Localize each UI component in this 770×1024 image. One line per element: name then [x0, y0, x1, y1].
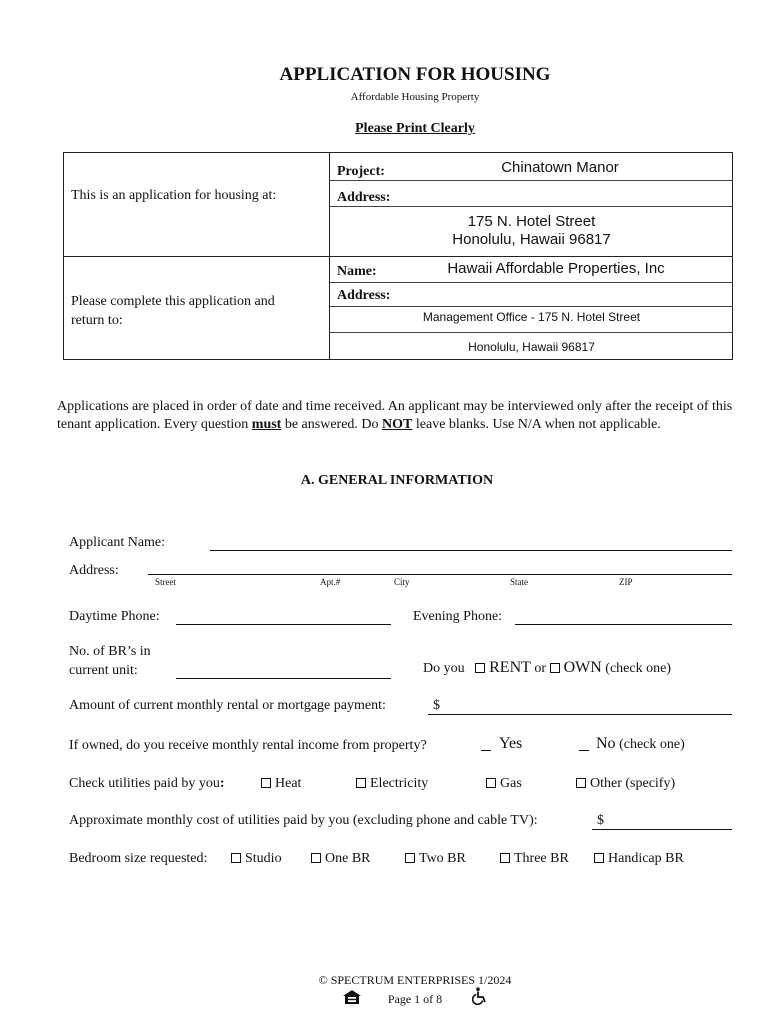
return-address-line1[interactable]: Management Office - 175 N. Hotel Street	[422, 310, 641, 324]
utility-electricity-checkbox[interactable]	[356, 778, 366, 788]
utility-gas-option[interactable]: Gas	[486, 776, 522, 792]
utility-other-checkbox[interactable]	[576, 778, 586, 788]
address-field[interactable]	[148, 574, 732, 575]
address-city-caption: City	[394, 577, 410, 587]
daytime-phone-label: Daytime Phone:	[69, 609, 160, 624]
address-street-caption: Street	[155, 577, 176, 587]
address-apt-caption: Apt.#	[320, 577, 341, 587]
utility-cost-label: Approximate monthly cost of utilities paid by you (excluding phone and cable TV):	[69, 813, 538, 828]
not-emphasis: NOT	[382, 417, 413, 432]
name-label: Name:	[337, 264, 377, 279]
br-count-label-line2: current unit:	[69, 663, 138, 678]
utility-other-option[interactable]: Other (specify)	[576, 776, 675, 792]
utility-cost-dollar: $	[597, 813, 604, 828]
applicant-name-field[interactable]	[210, 550, 732, 551]
br-count-field[interactable]	[176, 678, 391, 679]
yes-label: Yes	[499, 735, 523, 752]
project-address-line2[interactable]: Honolulu, Hawaii 96817	[452, 231, 611, 248]
br-count-label-line1: No. of BR’s in	[69, 644, 151, 659]
utility-heat-checkbox[interactable]	[261, 778, 271, 788]
address-state-caption: State	[510, 577, 528, 587]
rent-checkbox[interactable]	[475, 663, 485, 673]
wheelchair-icon	[472, 987, 488, 1005]
rent-own-row: Do you RENT or OWN (check one)	[423, 659, 671, 676]
utilities-label: Check utilities paid by you:	[69, 776, 225, 791]
return-address-label: Address:	[337, 288, 391, 303]
page-subtitle: Affordable Housing Property	[350, 91, 480, 103]
yes-blank[interactable]	[481, 750, 491, 751]
must-emphasis: must	[251, 417, 282, 432]
utility-cost-field[interactable]	[592, 829, 732, 830]
rent-payment-label: Amount of current monthly rental or mortgage payment:	[69, 698, 386, 713]
no-blank[interactable]	[579, 750, 589, 751]
utility-gas-checkbox[interactable]	[486, 778, 496, 788]
return-address-line2[interactable]: Honolulu, Hawaii 96817	[468, 340, 595, 354]
equal-housing-icon	[342, 989, 362, 1005]
bedroom-three-option[interactable]: Three BR	[500, 851, 569, 867]
project-address-line1[interactable]: 175 N. Hotel Street	[467, 213, 596, 230]
own-checkbox[interactable]	[550, 663, 560, 673]
utility-heat-option[interactable]: Heat	[261, 776, 301, 792]
bedroom-studio-option[interactable]: Studio	[231, 851, 282, 867]
table-column-divider	[329, 152, 330, 360]
project-address-label: Address:	[337, 190, 391, 205]
bedroom-studio-checkbox[interactable]	[231, 853, 241, 863]
daytime-phone-field[interactable]	[176, 624, 391, 625]
footer-page-number: Page 1 of 8	[387, 992, 443, 1006]
footer-copyright: © SPECTRUM ENTERPRISES 1/2024	[318, 973, 512, 987]
project-label: Project:	[337, 164, 385, 179]
address-label: Address:	[69, 563, 119, 578]
name-value[interactable]: Hawaii Affordable Properties, Inc	[447, 260, 665, 277]
bedroom-two-checkbox[interactable]	[405, 853, 415, 863]
return-to-label: Please complete this application and return to:	[71, 294, 275, 328]
notice-paragraph: Applications are placed in order of date and time received. An applicant may be interviewed only after the receipt of this tenant application. Every question must be answered. Do NOT leave blanks. Use N/A when not applicable.	[57, 399, 733, 432]
housing-at-label: This is an application for housing at:	[71, 188, 277, 203]
rental-income-label: If owned, do you receive monthly rental income from property?	[69, 738, 427, 753]
bedroom-two-option[interactable]: Two BR	[405, 851, 466, 867]
bedroom-one-option[interactable]: One BR	[311, 851, 371, 867]
page-title: APPLICATION FOR HOUSING	[279, 64, 551, 85]
section-a-heading: A. GENERAL INFORMATION	[300, 473, 494, 488]
address-zip-caption: ZIP	[619, 577, 633, 587]
rent-payment-field[interactable]	[428, 714, 732, 715]
bedroom-handicap-checkbox[interactable]	[594, 853, 604, 863]
utility-electricity-option[interactable]: Electricity	[356, 776, 428, 792]
bedroom-three-checkbox[interactable]	[500, 853, 510, 863]
evening-phone-field[interactable]	[515, 624, 732, 625]
bedroom-one-checkbox[interactable]	[311, 853, 321, 863]
evening-phone-label: Evening Phone:	[413, 609, 503, 624]
rent-payment-dollar: $	[433, 698, 440, 713]
project-value[interactable]: Chinatown Manor	[501, 159, 619, 176]
applicant-name-label: Applicant Name:	[69, 535, 166, 550]
bedroom-size-label: Bedroom size requested:	[69, 851, 208, 866]
table-row-divider	[63, 256, 733, 257]
print-instruction: Please Print Clearly	[355, 121, 475, 136]
bedroom-handicap-option[interactable]: Handicap BR	[594, 851, 684, 867]
no-row: No (check one)	[596, 735, 685, 752]
